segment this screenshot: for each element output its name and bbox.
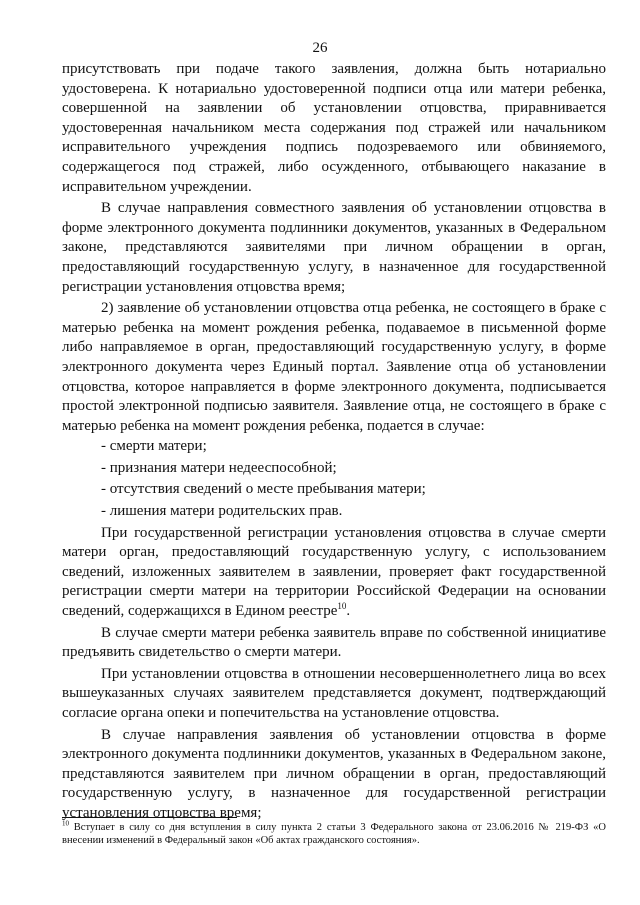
paragraph: В случае направления заявления об установлении отцовства в форме электронного документа подлинники документов, указанных в Федеральном законе, представляются заявителем при личном обращении в орган, предоставляющий государственную услугу, в назначенное для государственной регистрации установления отцовства время;	[62, 726, 606, 821]
paragraph	[62, 524, 606, 622]
footnote-reference: 10	[337, 601, 347, 612]
page-number: 26	[312, 40, 328, 56]
footnote-reference-tail: .	[346, 603, 351, 620]
body-text	[62, 60, 606, 824]
list-item: - смерти матери;	[101, 438, 207, 455]
paragraph: присутствовать при подаче такого заявления, должна быть нотариально удостоверена. К нотариально удостоверенной подписи отца или матери ребенка, совершенной на заявлении об установлении отцовства, приравнивается удостоверенная начальником места содержания под стражей или начальником исправительного учреждения подпись подозреваемого или обвиняемого, содержащегося под стражей, либо осужденного, отбывающего наказание в исправительном учреждении.	[62, 61, 606, 195]
paragraph: При установлении отцовства в отношении несовершеннолетнего лица во всех вышеуказанных случаях заявителем представляется документ, подтверждающий согласие органа опеки и попечительства на установление отцовства.	[62, 665, 606, 721]
footnote-divider	[62, 817, 237, 818]
paragraph: В случае смерти матери ребенка заявитель вправе по собственной инициативе предъявить свидетельство о смерти матери.	[62, 624, 606, 661]
list-item: - признания матери недееспособной;	[101, 459, 337, 476]
paragraph-text: При государственной регистрации установления отцовства в случае смерти матери орган, предоставляющий государственную услугу, с использованием сведений, изложенных заявителем в заявлении, проверяет факт государственной регистрации смерти матери на территории Российской Федерации на основании сведений, содержащихся в Едином реестре	[62, 524, 606, 620]
footnote	[62, 821, 606, 847]
list-item: - лишения матери родительских прав.	[101, 503, 343, 520]
footnote-marker: 10	[62, 819, 69, 828]
footnote-text: Вступает в силу со дня вступления в силу пункта 2 статьи 3 Федерального закона от 23.06.2016 № 219-ФЗ «О внесении изменений в Федеральный закон «Об актах гражданского состояния».	[62, 822, 606, 846]
paragraph: В случае направления совместного заявления об установлении отцовства в форме электронного документа подлинники документов, указанных в Федеральном законе, представляются заявителями при личном обращении в орган, предоставляющий государственную услугу, в назначенное для государственной регистрации установления отцовства время;	[62, 200, 606, 295]
list-item: - отсутствия сведений о месте пребывания матери;	[101, 481, 426, 498]
paragraph: 2) заявление об установлении отцовства отца ребенка, не состоящего в браке с матерью ребенка на момент рождения ребенка, подаваемое в письменной форме либо направляемое в орган, предоставляющий государственную услугу, в форме электронного документа через Единый портал. Заявление отца об установлении отцовства, которое направляется в форме электронного документа, подписывается простой электронной подписью заявителя. Заявление отца, не состоящего в браке с матерью ребенка на момент рождения ребенка, подается в случае:	[62, 300, 606, 434]
